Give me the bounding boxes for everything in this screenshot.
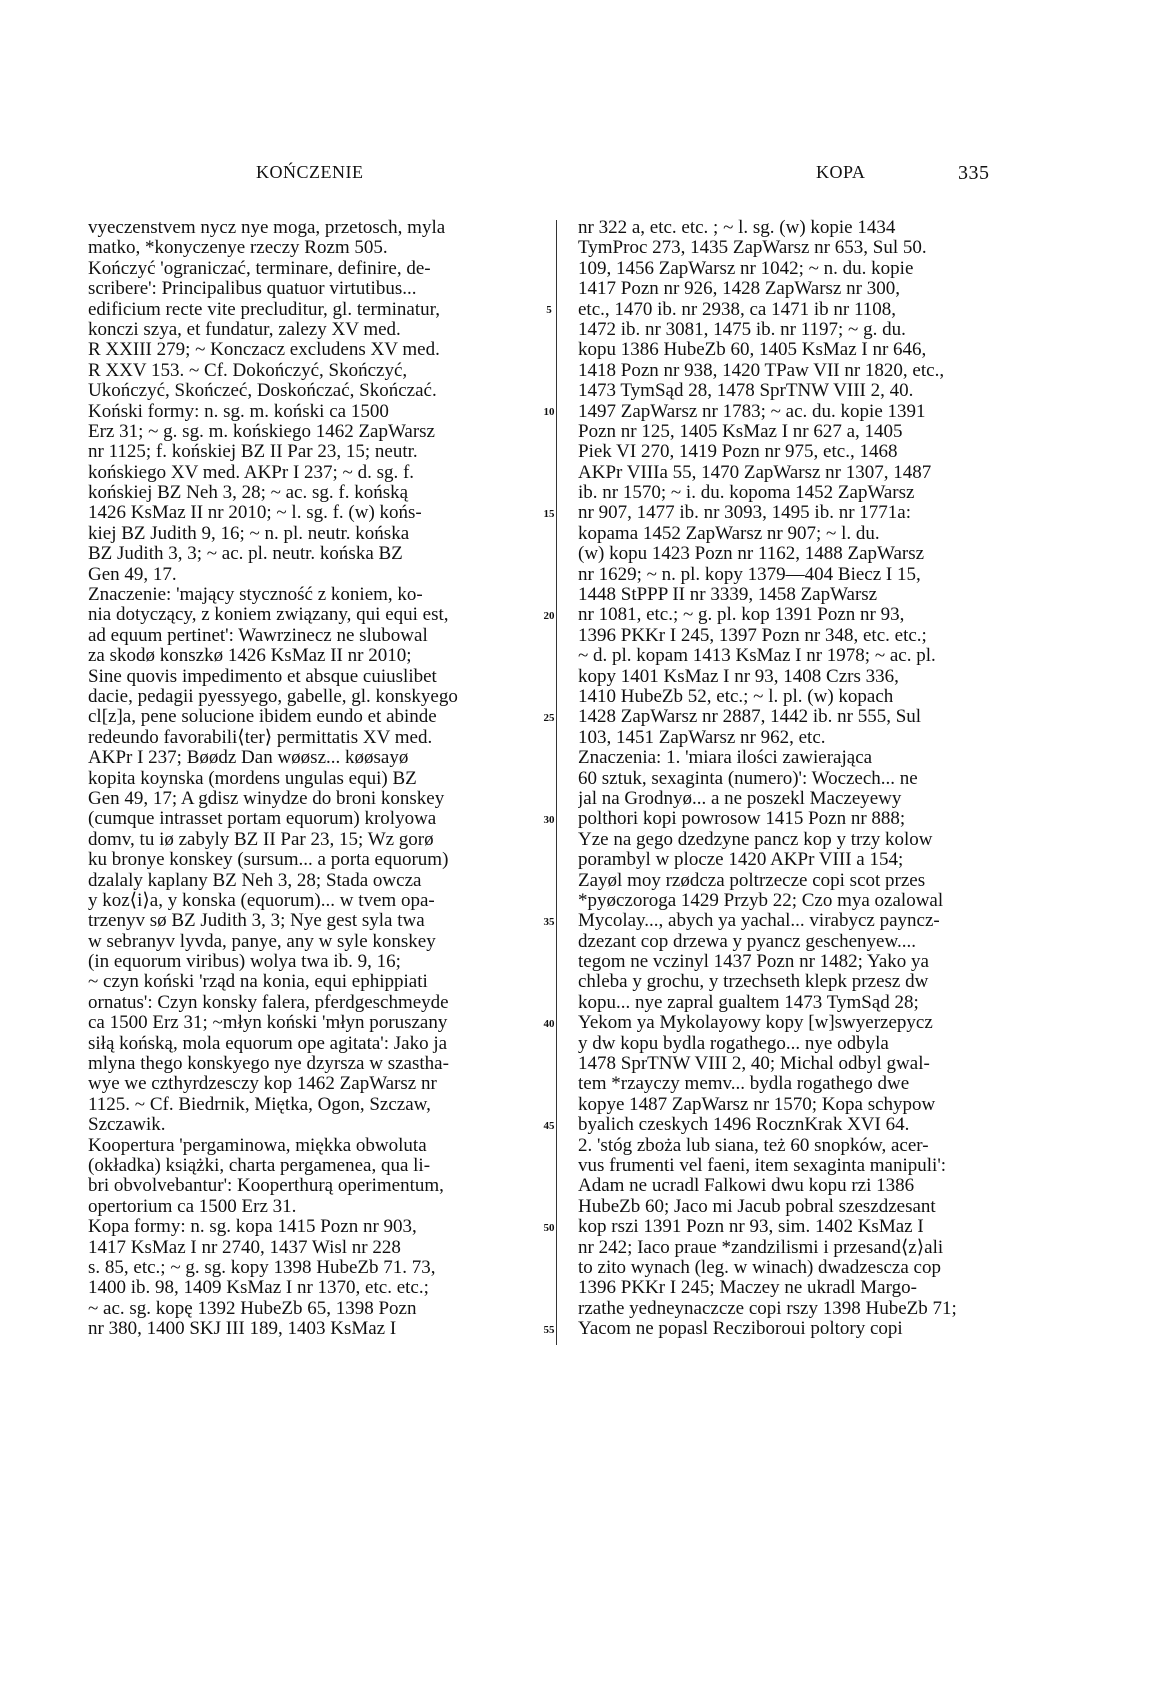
text-line: vus frumenti vel faeni, item sexaginta manipuli': — [578, 1155, 947, 1176]
text-line: ca 1500 Erz 31; ~młyn koński 'młyn poruszany — [88, 1013, 448, 1034]
text-line: AKPr VIIIa 55, 1470 ZapWarsz nr 1307, 1487 — [578, 462, 932, 483]
text-line: trzenyv sø BZ Judith 3, 3; Nye gest syla twa — [88, 911, 425, 932]
text-line: 1396 PKKr I 245, 1397 Pozn nr 348, etc. etc.; — [578, 625, 927, 646]
text-line: w sebranyv lyvda, panye, any w syle konskey — [88, 931, 436, 952]
text-line: dzezant cop drzewa y pyancz geschenyew.... — [578, 931, 916, 952]
text-line: redeundo favorabili⟨ter⟩ permittatis XV med. — [88, 727, 433, 748]
text-line: vyeczenstvem nycz nye moga, przetosch, myla — [88, 218, 446, 238]
text-line: HubeZb 60; Jaco mi Jacub pobral szeszdzesant — [578, 1196, 936, 1217]
text-line: 2. 'stóg zboża lub siana, też 60 snopków, acer- — [578, 1135, 929, 1156]
text-line: 1473 TymSąd 28, 1478 SprTNW VIII 2, 40. — [578, 381, 914, 402]
text-line: porambyl w plocze 1420 AKPr VIII a 154; — [578, 850, 904, 871]
text-line: Znaczenia: 1. 'miara ilości zawierająca — [578, 748, 873, 769]
text-line: ~ d. pl. kopam 1413 KsMaz I nr 1978; ~ ac. pl. — [578, 646, 936, 667]
text-line: R XXIII 279; ~ Konczacz excludens XV med. — [88, 340, 440, 361]
column-divider — [556, 220, 557, 1345]
line-number: 20 — [543, 609, 555, 622]
text-line: kopu 1386 HubeZb 60, 1405 KsMaz I nr 646, — [578, 340, 927, 361]
text-line: kopita koynska (mordens ungulas equi) BZ — [88, 768, 417, 789]
text-line: s. 85, etc.; ~ g. sg. kopy 1398 HubeZb 71. 73, — [88, 1257, 436, 1278]
text-line: ornatus': Czyn konsky falera, pferdgeschmeyde — [88, 992, 449, 1013]
text-line: końskiego XV med. AKPr I 237; ~ d. sg. f. — [88, 462, 415, 483]
text-line: (cumque intrasset portam equorum) krolyowa — [88, 809, 437, 830]
text-line: nr 242; Iaco praue *zandzilismi i przesand⟨z⟩ali — [578, 1237, 944, 1258]
running-head-right: KOPA — [816, 162, 866, 182]
text-line: tegom ne vczinyl 1437 Pozn nr 1482; Yako ya — [578, 952, 929, 973]
text-line: R XXV 153. ~ Cf. Dokończyć, Skończyć, — [88, 360, 408, 381]
text-line: ~ czyn koński 'rząd na konia, equi ephippiati — [88, 972, 428, 993]
text-line: Mycolay..., abych ya yachal... virabycz payncz- — [578, 911, 940, 932]
text-line: matko, *konyczenye rzeczy Rozm 505. — [88, 238, 388, 259]
text-line: polthori kopi powrosow 1415 Pozn nr 888; — [578, 809, 906, 830]
text-line: ib. nr 1570; ~ i. du. kopoma 1452 ZapWarsz — [578, 483, 915, 504]
line-number: 40 — [543, 1017, 555, 1030]
text-line: dacie, pedagii pyessyego, gabelle, gl. konskyego — [88, 686, 458, 707]
text-line: końskiej BZ Neh 3, 28; ~ ac. sg. f. końską — [88, 483, 409, 504]
line-number: 10 — [543, 405, 555, 418]
page-number: 335 — [958, 162, 990, 184]
text-line: Yekom ya Mykolayowy kopy [w]swyerzepycz — [578, 1013, 933, 1034]
text-line: *pyøczoroga 1429 Przyb 22; Czo mya ozalowal — [578, 890, 944, 911]
line-number: 5 — [546, 303, 552, 316]
text-line: 1417 Pozn nr 926, 1428 ZapWarsz nr 300, — [578, 279, 900, 300]
text-line: (in equorum viribus) wolya twa ib. 9, 16; — [88, 952, 401, 973]
text-line: wye we czthyrdzesczy kop 1462 ZapWarsz nr — [88, 1074, 437, 1095]
text-line: domv, tu iø zabyly BZ II Par 23, 15; Wz gorø — [88, 829, 434, 850]
text-line: 1428 ZapWarsz nr 2887, 1442 ib. nr 555, Sul — [578, 707, 922, 728]
text-line: 1400 ib. 98, 1409 KsMaz I nr 1370, etc. etc.; — [88, 1278, 429, 1299]
text-line: 1497 ZapWarsz nr 1783; ~ ac. du. kopie 1391 — [578, 401, 926, 422]
text-line: nr 1081, etc.; ~ g. pl. kop 1391 Pozn nr 93, — [578, 605, 905, 626]
text-line: za skodø konszkø 1426 KsMaz II nr 2010; — [88, 646, 412, 667]
text-line: (w) kopu 1423 Pozn nr 1162, 1488 ZapWarsz — [578, 544, 925, 565]
text-line: Erz 31; ~ g. sg. m. końskiego 1462 ZapWarsz — [88, 421, 435, 442]
text-line: TymProc 273, 1435 ZapWarsz nr 653, Sul 50. — [578, 238, 927, 259]
text-line: Yacom ne popasl Recziboroui poltory copi — [578, 1319, 903, 1340]
text-line: 1426 KsMaz II nr 2010; ~ l. sg. f. (w) końs- — [88, 503, 422, 524]
text-line: 1396 PKKr I 245; Maczey ne ukradl Margo- — [578, 1278, 917, 1299]
text-line: Koopertura 'pergaminowa, miękka obwoluta — [88, 1135, 427, 1156]
text-line: 1472 ib. nr 3081, 1475 ib. nr 1197; ~ g. du. — [578, 319, 906, 340]
text-line: Yze na gego dzedzyne pancz kop y trzy kolow — [578, 829, 933, 850]
text-line: jal na Grodnyø... a ne poszekl Maczeyewy — [578, 788, 902, 809]
text-line: ad equum pertinet': Wawrzinecz ne slubowal — [88, 625, 428, 646]
text-line: y koz⟨i⟩a, y konska (equorum)... w tvem opa- — [88, 890, 435, 911]
text-line: nr 907, 1477 ib. nr 3093, 1495 ib. nr 1771a: — [578, 503, 912, 524]
line-number: 45 — [543, 1119, 555, 1132]
text-line: Koński formy: n. sg. m. koński ca 1500 — [88, 401, 389, 422]
text-line: 60 sztuk, sexaginta (numero)': Woczech... ne — [578, 768, 918, 789]
text-line: nr 1125; f. końskiej BZ II Par 23, 15; neutr. — [88, 442, 418, 463]
text-line: byalich czeskych 1496 RocznKrak XVI 64. — [578, 1115, 910, 1136]
text-line: 1478 SprTNW VIII 2, 40; Michal odbyl gwal- — [578, 1054, 930, 1075]
text-line: AKPr I 237; Bøødz Dan wøøsz... køøsayø — [88, 748, 409, 769]
text-line: Ukończyć, Skończeć, Doskończać, Skończać. — [88, 381, 437, 402]
text-line: kopama 1452 ZapWarsz nr 907; ~ l. du. — [578, 523, 880, 544]
line-number: 50 — [543, 1221, 555, 1234]
text-line: kiej BZ Judith 9, 16; ~ n. pl. neutr. końska — [88, 523, 410, 544]
text-line: 1418 Pozn nr 938, 1420 TPaw VII nr 1820, etc., — [578, 360, 945, 381]
text-line: (okładka) książki, charta pergamenea, qua li- — [88, 1155, 431, 1176]
right-column — [578, 218, 1018, 1339]
text-line: kopy 1401 KsMaz I nr 93, 1408 Czrs 336, — [578, 666, 899, 687]
text-line: etc., 1470 ib. nr 2938, ca 1471 ib nr 1108, — [578, 299, 897, 320]
text-line: konczi szya, et fundatur, zalezy XV med. — [88, 319, 401, 340]
text-line: kop rszi 1391 Pozn nr 93, sim. 1402 KsMaz I — [578, 1217, 924, 1238]
text-line: kopu... nye zapral gualtem 1473 TymSąd 28; — [578, 992, 919, 1013]
text-line: Adam ne ucradl Falkowi dwu kopu rzi 1386 — [578, 1176, 915, 1197]
left-column — [88, 218, 528, 1339]
text-line: nr 322 a, etc. etc. ; ~ l. sg. (w) kopie 1434 — [578, 218, 896, 238]
text-line: Gen 49, 17; A gdisz winydze do broni konskey — [88, 788, 445, 809]
text-line: mlyna thego konskyego nye dzyrsza w szastha- — [88, 1054, 449, 1075]
text-line: nr 1629; ~ n. pl. kopy 1379—404 Biecz I 15, — [578, 564, 921, 585]
text-line: ku bronye konskey (sursum... a porta equorum) — [88, 850, 449, 871]
text-line: dzalaly kaplany BZ Neh 3, 28; Stada owcza — [88, 870, 422, 891]
line-number: 25 — [543, 711, 555, 724]
text-line: Piek VI 270, 1419 Pozn nr 975, etc., 1468 — [578, 442, 898, 463]
text-line: nia dotyczący, z koniem związany, qui equi est, — [88, 605, 449, 626]
text-line: 103, 1451 ZapWarsz nr 962, etc. — [578, 727, 826, 748]
line-number: 30 — [543, 813, 555, 826]
running-head-left: KOŃCZENIE — [256, 162, 364, 182]
text-line: ~ ac. sg. kopę 1392 HubeZb 65, 1398 Pozn — [88, 1298, 417, 1319]
text-line: Znaczenie: 'mający styczność z koniem, ko- — [88, 585, 423, 606]
text-line: nr 380, 1400 SKJ III 189, 1403 KsMaz I — [88, 1319, 397, 1340]
text-line: Sine quovis impedimento et absque cuiuslibet — [88, 666, 437, 687]
text-line: Szczawik. — [88, 1115, 166, 1136]
text-line: opertorium ca 1500 Erz 31. — [88, 1196, 297, 1217]
text-line: 1448 StPPP II nr 3339, 1458 ZapWarsz — [578, 585, 878, 606]
text-line: siłą końską, mola equorum ope agitata': Jako ja — [88, 1033, 448, 1054]
text-line: 1417 KsMaz I nr 2740, 1437 Wisl nr 228 — [88, 1237, 401, 1258]
text-line: edificium recte vite precluditur, gl. terminatur, — [88, 299, 440, 320]
text-line: y dw kopu bydla rogathego... nye odbyla — [578, 1033, 889, 1054]
text-line: Gen 49, 17. — [88, 564, 177, 585]
text-line: 1410 HubeZb 52, etc.; ~ l. pl. (w) kopach — [578, 686, 894, 707]
text-line: Pozn nr 125, 1405 KsMaz I nr 627 a, 1405 — [578, 421, 903, 442]
line-number: 35 — [543, 915, 555, 928]
text-line: kopye 1487 ZapWarsz nr 1570; Kopa schypow — [578, 1094, 936, 1115]
text-line: scribere': Principalibus quatuor virtutibus... — [88, 279, 417, 300]
text-line: Kończyć 'ograniczać, terminare, definire, de- — [88, 258, 431, 279]
line-number: 15 — [543, 507, 555, 520]
text-line: chleba y grochu, y trzechseth klepk przesz dw — [578, 972, 929, 993]
text-line: rzathe yedneynaczcze copi rszy 1398 HubeZb 71; — [578, 1298, 957, 1319]
text-line: BZ Judith 3, 3; ~ ac. pl. neutr. końska BZ — [88, 544, 403, 565]
line-number: 55 — [543, 1323, 555, 1336]
text-line: tem *rzayczy memv... bydla rogathego dwe — [578, 1074, 910, 1095]
text-line: to zito wynach (leg. w winach) dwadzescza cop — [578, 1257, 941, 1278]
text-line: Zayøl moy rzødcza poltrzecze copi scot przes — [578, 870, 926, 891]
text-line: cl[z]a, pene solucione ibidem eundo et abinde — [88, 707, 437, 728]
text-line: 109, 1456 ZapWarsz nr 1042; ~ n. du. kopie — [578, 258, 914, 279]
text-line: 1125. ~ Cf. Biedrnik, Miętka, Ogon, Szczaw, — [88, 1094, 431, 1115]
text-line: Kopa formy: n. sg. kopa 1415 Pozn nr 903, — [88, 1217, 417, 1238]
text-line: bri obvolvebantur': Kooperthurą operimentum, — [88, 1176, 444, 1197]
